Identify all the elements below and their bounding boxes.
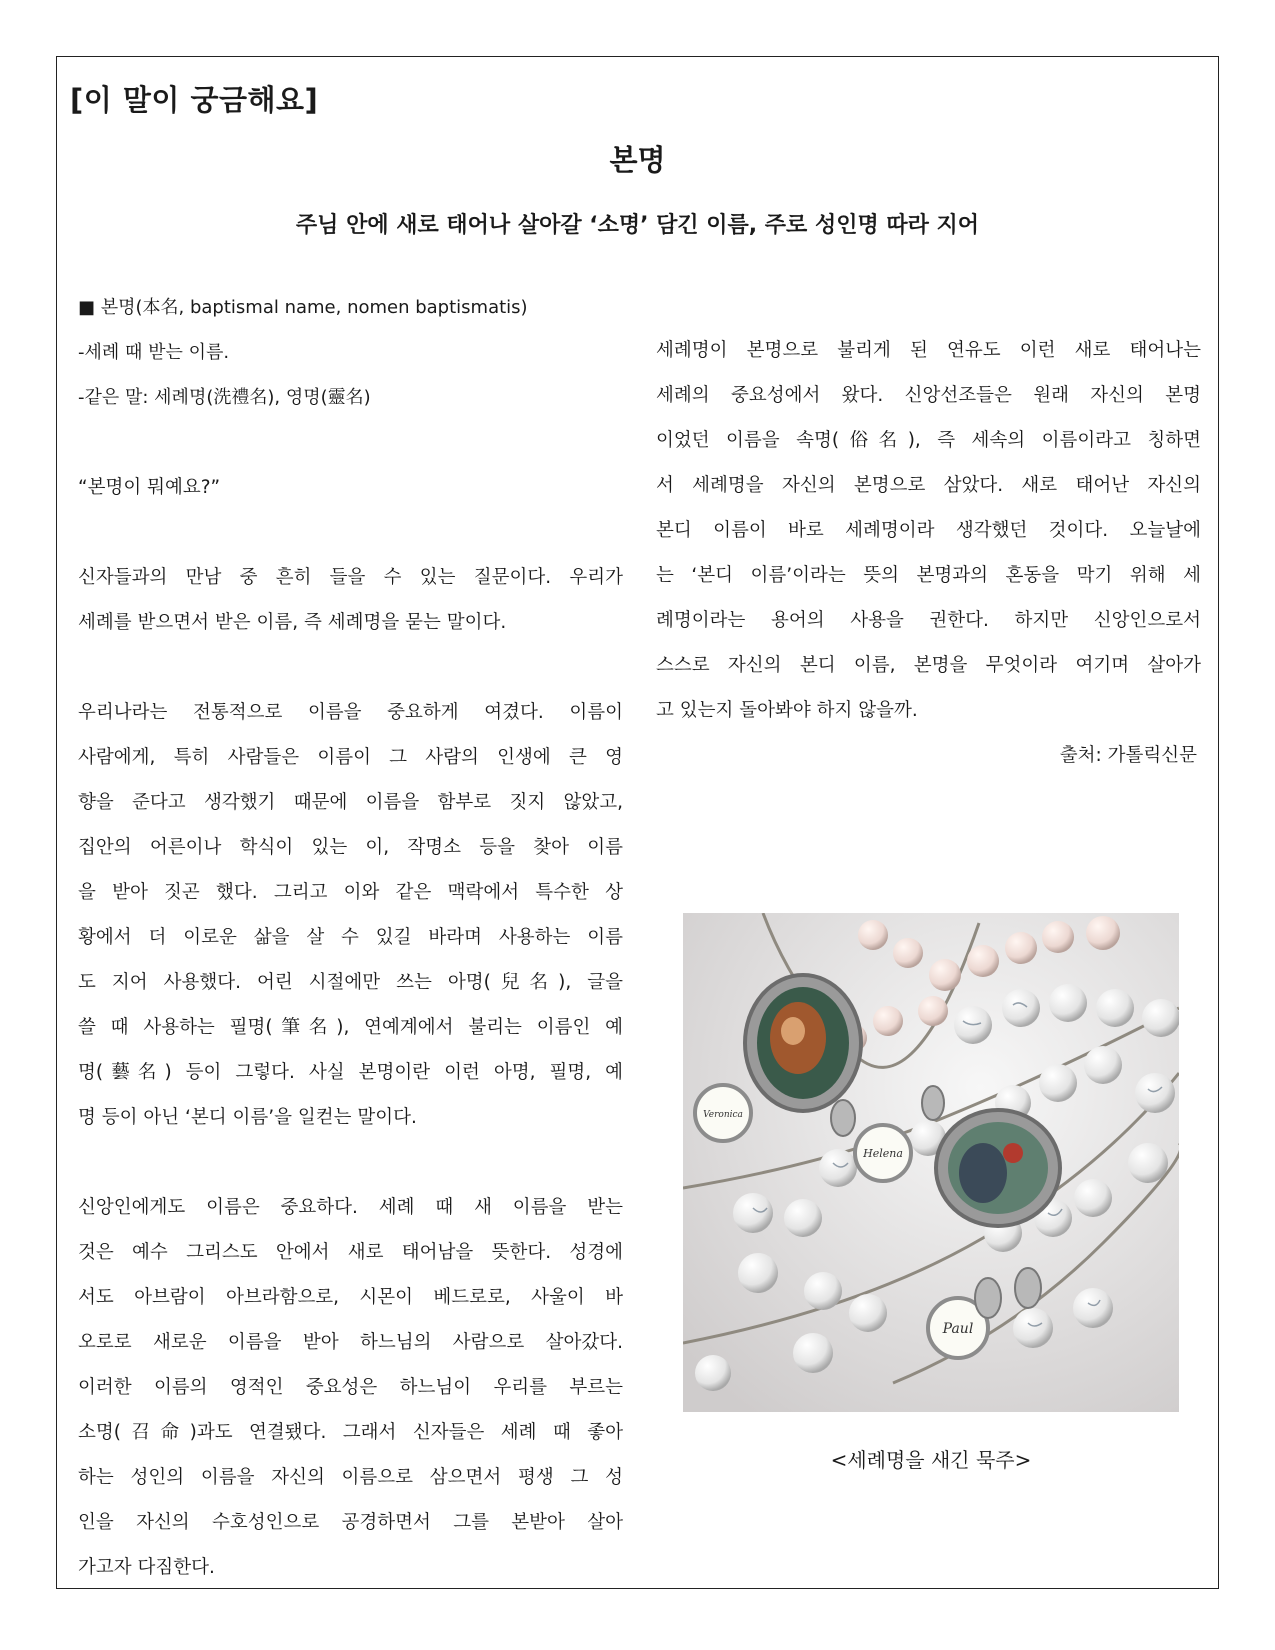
paragraph-line: 도 지어 사용했다. 어린 시절에만 쓰는 아명(兒名), 글을 [78, 972, 623, 993]
paragraph-line: 인을 자신의 수호성인으로 공경하면서 그를 본받아 살아 [78, 1512, 623, 1533]
paragraph-3 [78, 1185, 623, 1590]
paragraph-line: 세례의 중요성에서 왔다. 신앙선조들은 원래 자신의 본명 [656, 385, 1201, 406]
paragraph-line: 가고자 다짐한다. [78, 1557, 215, 1578]
paragraph-line: 집안의 어른이나 학식이 있는 이, 작명소 등을 찾아 이름 [78, 837, 623, 858]
paragraph-2 [78, 690, 623, 1140]
article-subtitle: 주님 안에 새로 태어나 살아갈 ‘소명’ 담긴 이름, 주로 성인명 따라 지어 [295, 213, 980, 238]
rosary-photo [683, 913, 1179, 1412]
section-label: [이 말이 궁금해요] [70, 83, 319, 117]
paragraph-line: 명(藝名) 등이 그렇다. 사실 본명이란 이런 아명, 필명, 예 [78, 1062, 623, 1083]
definition-meaning: -세례 때 받는 이름. [78, 342, 230, 363]
paragraph-line: 서 세례명을 자신의 본명으로 삼았다. 새로 태어난 자신의 [656, 475, 1201, 496]
paragraph-line: 쓸 때 사용하는 필명(筆名), 연예계에서 불리는 이름인 예 [78, 1017, 623, 1038]
paragraph-line: 서도 아브람이 아브라함으로, 시몬이 베드로로, 사울이 바 [78, 1287, 623, 1308]
definition-synonyms: -같은 말: 세례명(洗禮名), 영명(靈名) [78, 387, 371, 408]
paragraph-line: 오로로 새로운 이름을 받아 하느님의 사람으로 살아갔다. [78, 1332, 623, 1353]
paragraph-line: 을 받아 짓곤 했다. 그리고 이와 같은 맥락에서 특수한 상 [78, 882, 623, 903]
paragraph-line: 우리나라는 전통적으로 이름을 중요하게 여겼다. 이름이 [78, 702, 623, 723]
paragraph-line: 사람에게, 특히 사람들은 이름이 그 사람의 인생에 큰 영 [78, 747, 623, 768]
source-credit: 출처: 가톨릭신문 [1059, 745, 1197, 766]
paragraph-line: 소명(召命)과도 연결됐다. 그래서 신자들은 세례 때 좋아 [78, 1422, 623, 1443]
paragraph-line: 고 있는지 돌아봐야 하지 않을까. [656, 700, 918, 721]
paragraph-line: 이었던 이름을 속명(俗名), 즉 세속의 이름이라고 칭하면 [656, 430, 1201, 451]
paragraph-line: 스스로 자신의 본디 이름, 본명을 무엇이라 여기며 살아가 [656, 655, 1201, 676]
paragraph-line: 것은 예수 그리스도 안에서 새로 태어남을 뜻한다. 성경에 [78, 1242, 623, 1263]
paragraph-line: 황에서 더 이로운 삶을 살 수 있길 바라며 사용하는 이름 [78, 927, 623, 948]
medal-name-tag: Helena [863, 1147, 903, 1160]
paragraph-line: 하는 성인의 이름을 자신의 이름으로 삼으면서 평생 그 성 [78, 1467, 623, 1488]
article-title: 본명 [609, 143, 666, 177]
left-column [78, 285, 623, 1590]
paragraph-line: 세례를 받으면서 받은 이름, 즉 세례명을 묻는 말이다. [78, 612, 507, 633]
paragraph-1 [78, 555, 623, 645]
paragraph-line: 세례명이 본명으로 불리게 된 연유도 이런 새로 태어나는 [656, 340, 1201, 361]
paragraph-line: 명 등이 아닌 ‘본디 이름’을 일컫는 말이다. [78, 1107, 417, 1128]
paragraph-line: 이러한 이름의 영적인 중요성은 하느님이 우리를 부르는 [78, 1377, 623, 1398]
paragraph-line: 례명이라는 용어의 사용을 권한다. 하지만 신앙인으로서 [656, 610, 1201, 631]
quote-line: “본명이 뭐예요?” [78, 477, 221, 498]
paragraph-line: 는 ‘본디 이름’이라는 뜻의 본명과의 혼동을 막기 위해 세 [656, 565, 1201, 586]
paragraph-line: 향을 준다고 생각했기 때문에 이름을 함부로 짓지 않았고, [78, 792, 623, 813]
paragraph-line: 본디 이름이 바로 세례명이라 생각했던 것이다. 오늘날에 [656, 520, 1201, 541]
definition-heading: ■ 본명(本名, baptismal name, nomen baptismatis) [78, 297, 528, 318]
photo-caption: <세례명을 새긴 묵주> [830, 1448, 1032, 1472]
right-column [656, 328, 1201, 778]
paragraph-line: 신앙인에게도 이름은 중요하다. 세례 때 새 이름을 받는 [78, 1197, 623, 1218]
medal-name-tag: Paul [942, 1321, 974, 1337]
medal-name-tag: Veronica [703, 1110, 743, 1120]
paragraph-line: 신자들과의 만남 중 흔히 들을 수 있는 질문이다. 우리가 [78, 567, 623, 588]
